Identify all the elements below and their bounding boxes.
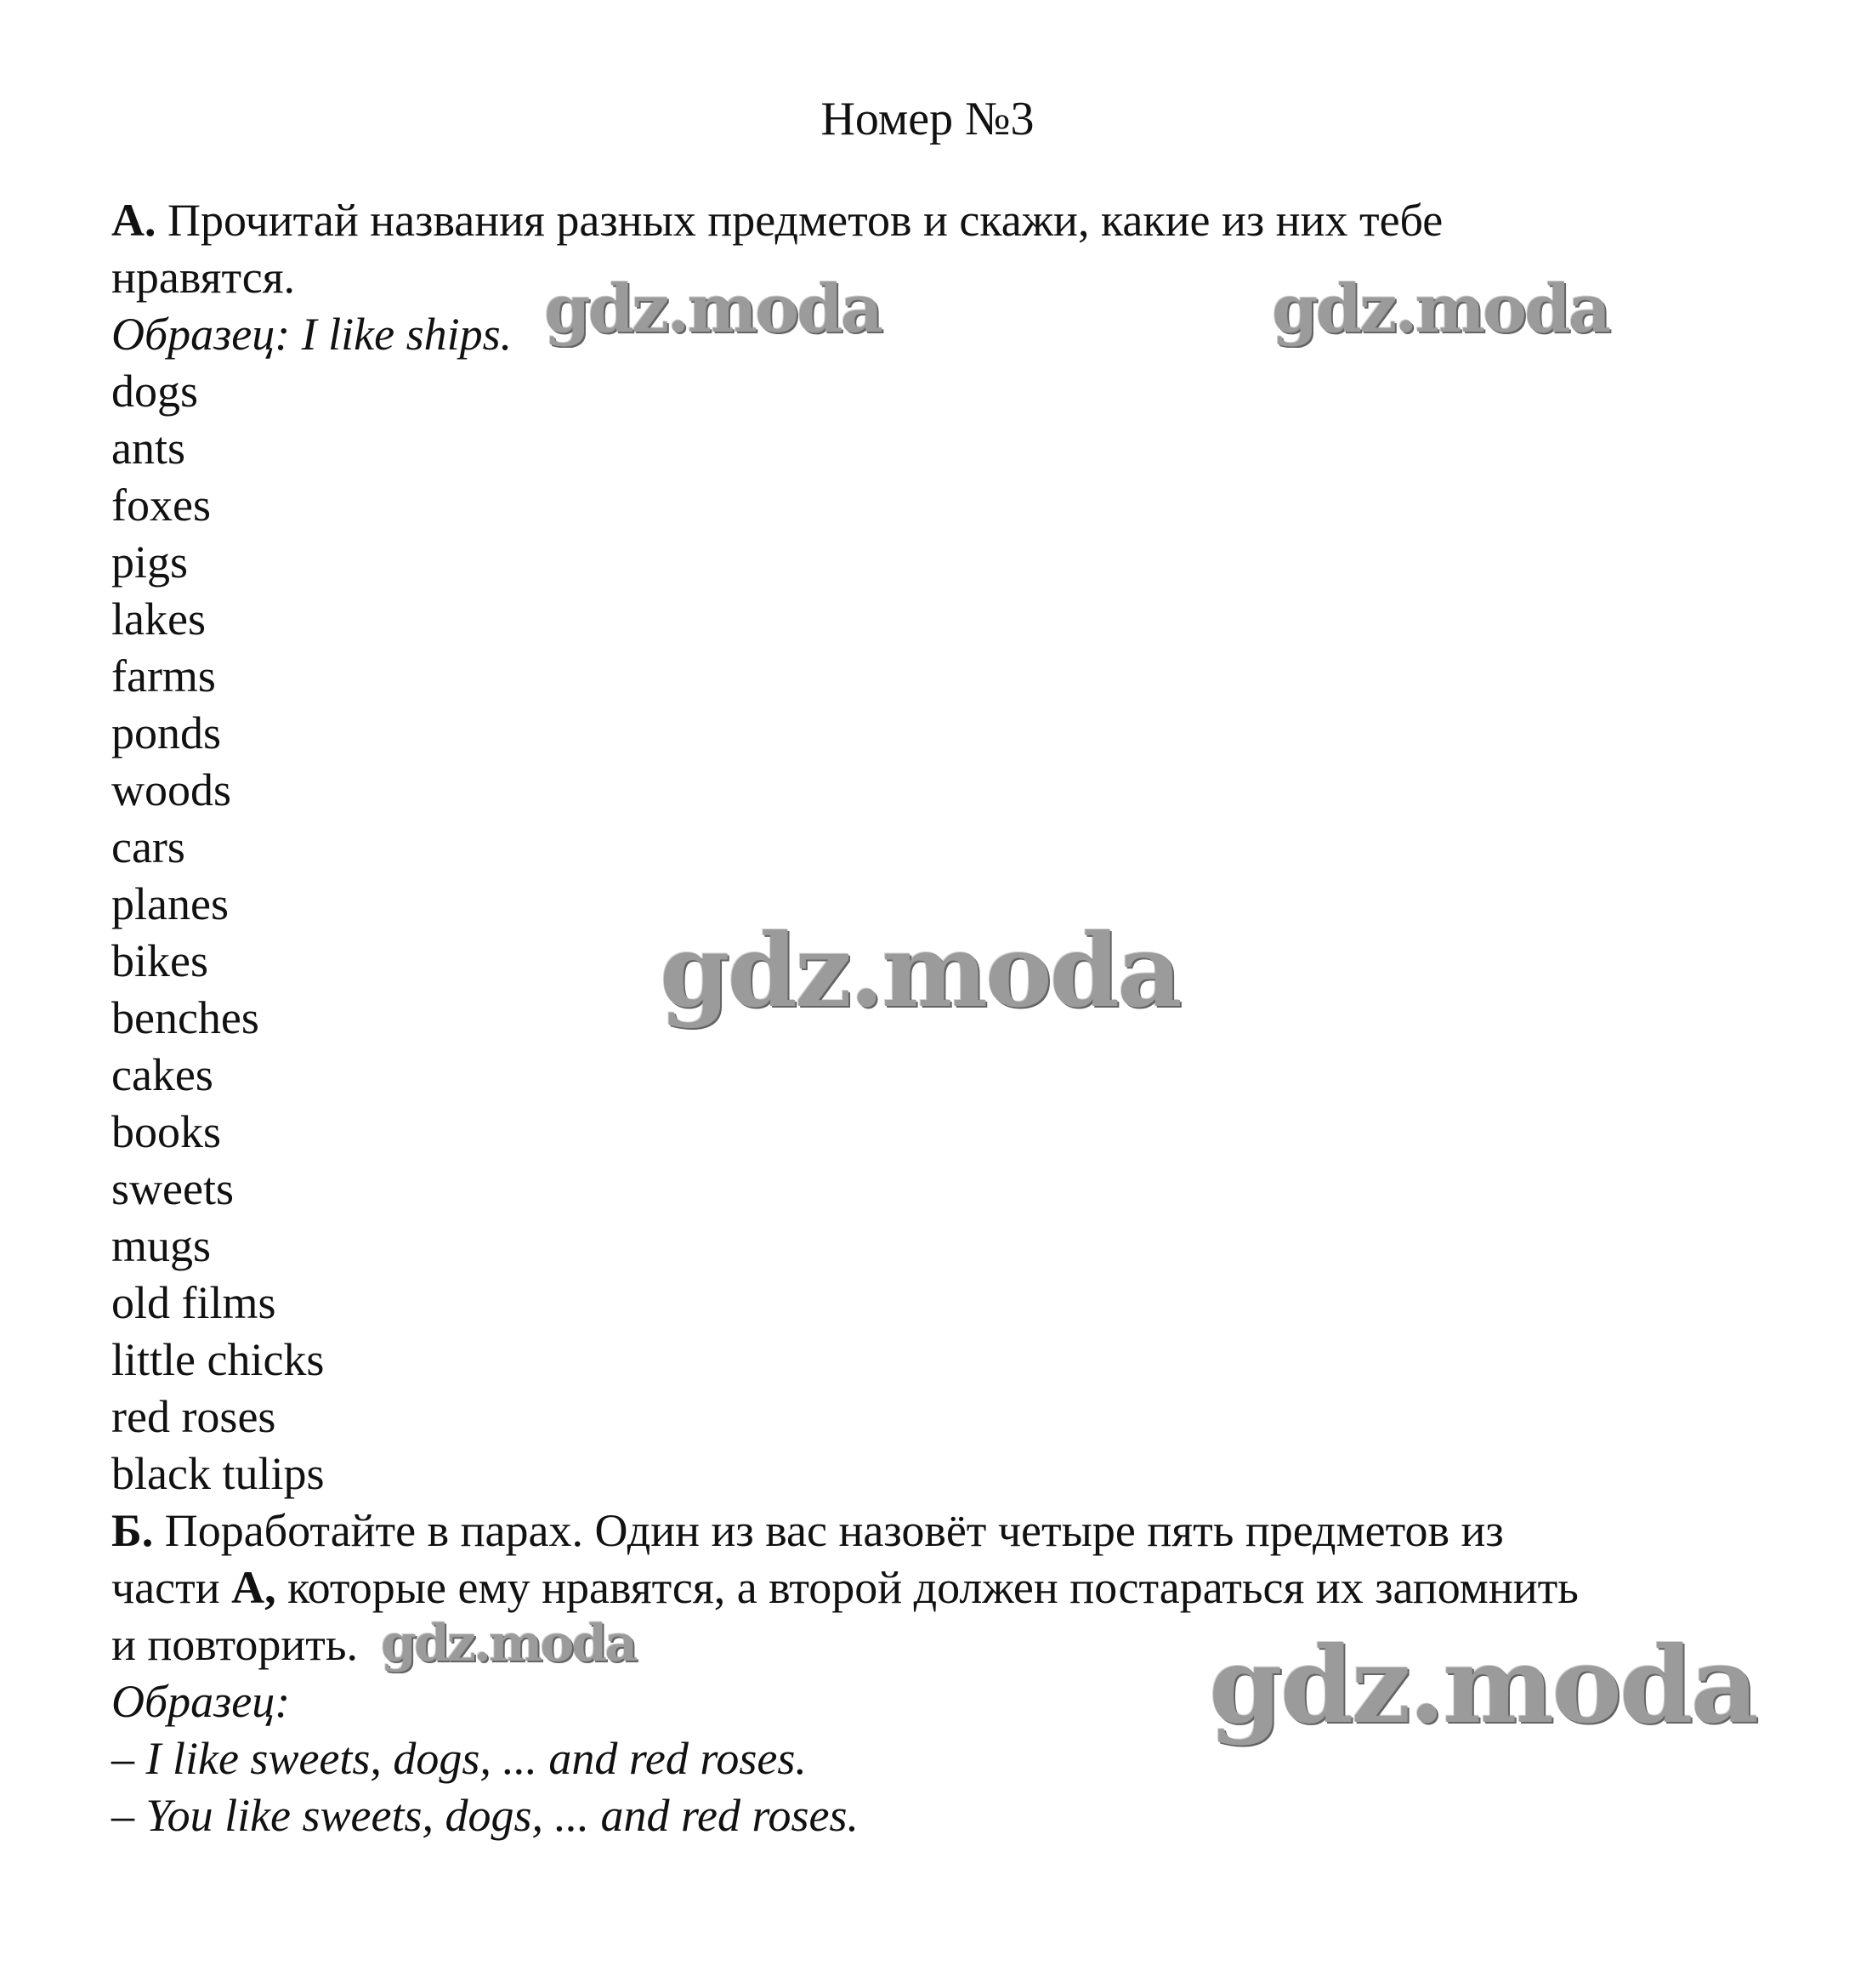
list-item: black tulips [111, 1448, 325, 1499]
list-item: ponds [111, 707, 222, 758]
list-item: books [111, 1106, 222, 1157]
list-item: woods [111, 764, 232, 815]
list-item: dogs [111, 366, 199, 417]
list-item: bikes [111, 935, 208, 986]
list-item: pigs [111, 537, 189, 588]
part-b-instruction-line-3: и повторить. [111, 1619, 358, 1670]
list-item: ants [111, 423, 185, 474]
list-item: benches [111, 992, 259, 1043]
list-item: cars [111, 821, 185, 872]
list-item: old films [111, 1277, 276, 1328]
list-item: foxes [111, 480, 211, 531]
list-item: sweets [111, 1163, 234, 1214]
list-item: cakes [111, 1049, 213, 1100]
list-item: lakes [111, 594, 206, 645]
list-item: red roses [111, 1391, 276, 1442]
watermark: gdz.moda [1209, 1624, 1756, 1747]
dialogue-line: – You like sweets, dogs, ... and red roses. [111, 1790, 859, 1841]
list-item: planes [111, 878, 229, 929]
part-b-instruction-line-1 [111, 1502, 1778, 1559]
part-b-instruction-ref: А, [231, 1562, 276, 1613]
part-b-example-label: Образец: [111, 1676, 291, 1727]
part-a-instruction-line-1 [111, 192, 1778, 249]
list-item: mugs [111, 1220, 212, 1271]
watermark: gdz.moda [381, 1614, 636, 1673]
part-a-instruction-line-2: нравятся. [111, 252, 296, 303]
part-b-label: Б. [111, 1505, 154, 1556]
part-b-instruction-line-2 [111, 1559, 1778, 1616]
part-b-instruction-text-2-pre: части [111, 1562, 232, 1613]
watermark: gdz.moda [544, 270, 882, 348]
part-a-example: Образец: I like ships. [111, 309, 513, 360]
part-b-instruction-text-2-post: которые ему нравятся, а второй должен постараться их запомнить [275, 1562, 1579, 1613]
part-a-instruction-text-1: Прочитай названия разных предметов и скажи, какие из них тебе [156, 195, 1444, 246]
watermark: gdz.moda [660, 912, 1180, 1030]
part-b-instruction-text-1: Поработайте в парах. Один из вас назовёт четыре пять предметов из [153, 1505, 1504, 1556]
list-item: little chicks [111, 1334, 325, 1385]
part-a-label: А. [111, 195, 156, 246]
page-title: Номер №3 [820, 93, 1035, 145]
dialogue-line: – I like sweets, dogs, ... and red roses. [111, 1733, 807, 1784]
list-item: farms [111, 650, 216, 701]
watermark: gdz.moda [1272, 270, 1609, 348]
